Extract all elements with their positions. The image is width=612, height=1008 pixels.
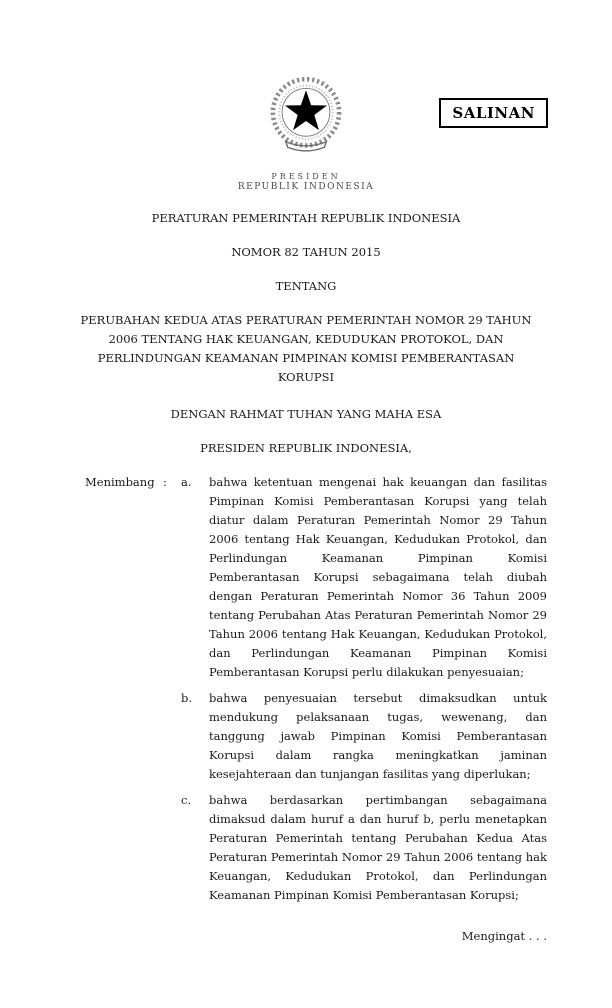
- menimbang-item-c: [85, 791, 547, 905]
- menimbang-section: [0, 473, 612, 905]
- menimbang-item-b: [85, 689, 547, 784]
- item-letter-a: a.: [181, 475, 192, 489]
- title-block: [0, 209, 612, 458]
- presidential-emblem-icon: [260, 70, 352, 166]
- letterhead: [0, 172, 612, 192]
- menimbang-label: Menimbang: [85, 475, 155, 489]
- letterhead-presiden: PRESIDEN: [271, 172, 341, 181]
- letterhead-republik-indonesia: REPUBLIK INDONESIA: [237, 182, 375, 192]
- doc-number: NOMOR 82 TAHUN 2015: [231, 245, 381, 259]
- item-text-c: bahwa berdasarkan pertimbangan sebagaimana dimaksud dalam huruf a dan huruf b, perlu menetapkan Peraturan Pemerintah tentang Perubahan Kedua Atas Peraturan Pemerintah Nomor 29 Tahun 2006 tentang hak Keuangan, Kedudukan Protokol, dan Perlindungan Keamanan Pimpinan Komisi Pemberantasan Korupsi;: [209, 793, 547, 902]
- item-letter-b: b.: [181, 691, 193, 705]
- doc-tentang: TENTANG: [275, 279, 337, 293]
- salinan-stamp: [439, 98, 548, 128]
- salinan-label: SALINAN: [452, 104, 535, 122]
- item-text-a: bahwa ketentuan mengenai hak keuangan dan fasilitas Pimpinan Komisi Pemberantasan Korupsi yang telah diatur dalam Peraturan Pemerintah Nomor 29 Tahun 2006 tentang Hak Keuangan, Kedudukan Protokol, dan Perlindungan Keamanan Pimpinan Komisi Pemberantasan Korupsi sebagaimana telah diubah dengan Peraturan Pemerintah Nomor 36 Tahun 2009 tentang Perubahan Atas Peraturan Pemerintah Nomor 29 Tahun 2006 tentang Hak Keuangan, Kedudukan Protokol, dan Perlindungan Keamanan Pimpinan Komisi Pemberantasan Korupsi perlu dilakukan penyesuaian;: [209, 475, 547, 679]
- menimbang-colon: :: [163, 475, 167, 489]
- item-text-b: bahwa penyesuaian tersebut dimaksudkan untuk mendukung pelaksanaan tugas, wewenang, dan tanggung jawab Pimpinan Komisi Pemberantasan Korupsi dalam rangka meningkatkan jaminan kesejahteraan dan tunjangan fasilitas yang diperlukan;: [209, 691, 547, 781]
- item-letter-c: c.: [181, 793, 192, 807]
- star-emblem-icon: [260, 70, 352, 162]
- menimbang-item-a: [85, 473, 547, 682]
- doc-title: PERATURAN PEMERINTAH REPUBLIK INDONESIA: [151, 211, 461, 225]
- doc-subject: PERUBAHAN KEDUA ATAS PERATURAN PEMERINTAH NOMOR 29 TAHUN 2006 TENTANG HAK KEUANGAN, KEDUDUKAN PROTOKOL, DAN PERLINDUNGAN KEAMANAN PIMPINAN KOMISI PEMBERANTASAN KORUPSI: [80, 313, 532, 384]
- doc-presiden-line: PRESIDEN REPUBLIK INDONESIA,: [200, 441, 412, 455]
- page-catchword: Mengingat . . .: [461, 929, 547, 943]
- doc-rahmat: DENGAN RAHMAT TUHAN YANG MAHA ESA: [170, 407, 442, 421]
